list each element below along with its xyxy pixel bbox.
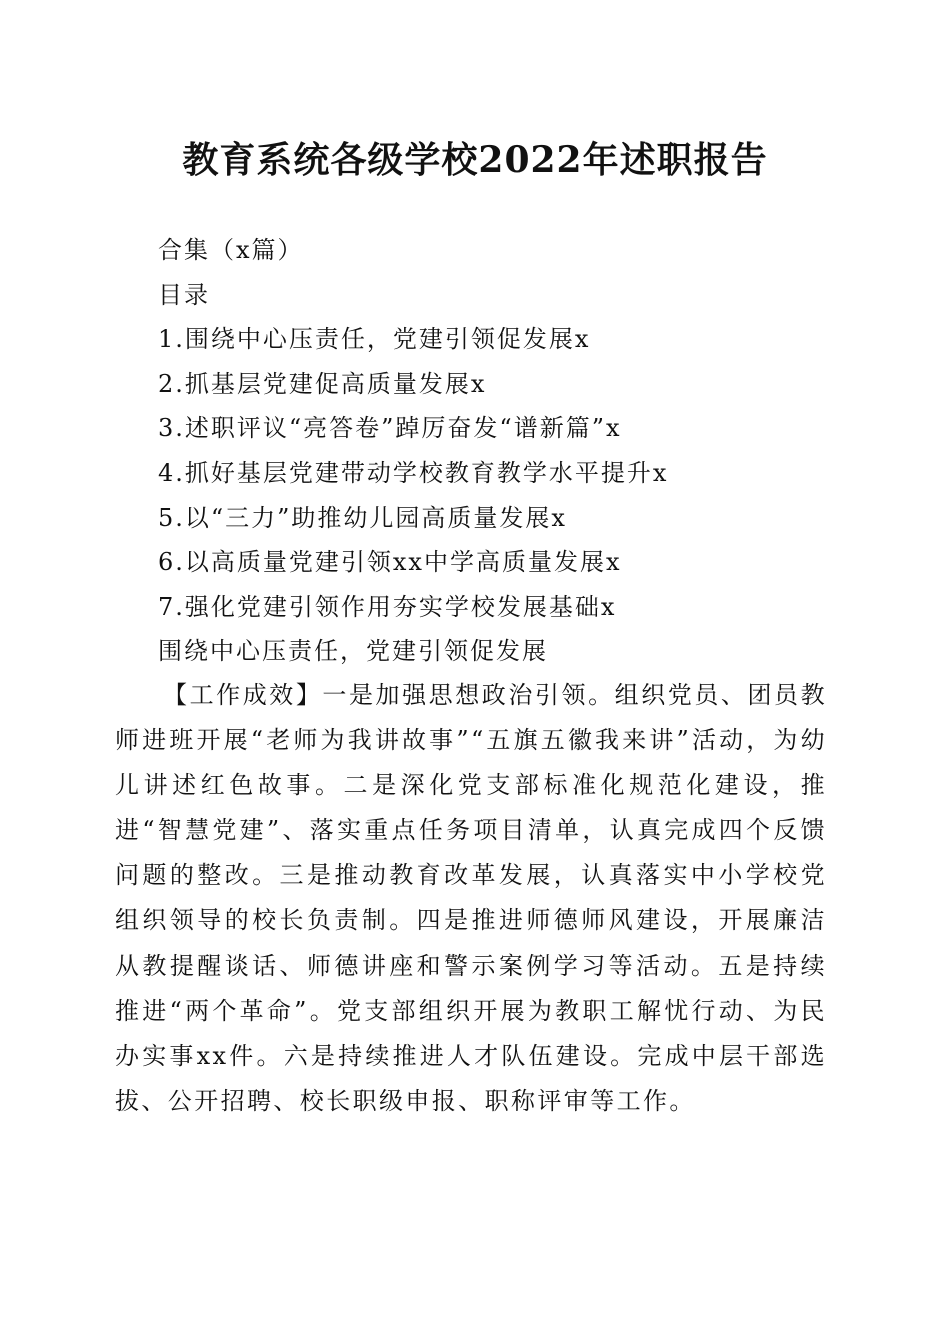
body-paragraph: 【工作成效】一是加强思想政治引领。组织党员、团员教师进班开展“老师为我讲故事”“五旗五徽我来讲”活动，为幼儿讲述红色故事。二是深化党支部标准化规范化建设，推进“智慧党建”、落实重点任务项目清单，认真完成四个反馈问题的整改。三是推动教育改革发展，认真落实中小学校党组织领导的校长负责制。四是推进师德师风建设，开展廉洁从教提醒谈话、师德讲座和警示案例学习等活动。五是持续推进“两个革命”。党支部组织开展为教职工解忧行动、为民办实事xx件。六是持续推进人才队伍建设。完成中层干部选拔、公开招聘、校长职级申报、职称评审等工作。 — [115, 681, 827, 1115]
toc-item: 2.抓基层党建促高质量发展x — [158, 369, 487, 398]
toc-item: 7.强化党建引领作用夯实学校发展基础x — [158, 592, 617, 621]
document-title: 教育系统各级学校2022年述职报告 — [182, 139, 768, 181]
collection-note: 合集（x篇） — [158, 236, 304, 264]
toc-item: 6.以高质量党建引领xx中学高质量发展x — [158, 548, 622, 577]
section-heading: 围绕中心压责任，党建引领促发展 — [158, 637, 548, 666]
intro-lines — [158, 228, 838, 674]
toc-item: 4.抓好基层党建带动学校教育教学水平提升x — [158, 458, 669, 487]
toc-item: 3.述职评议“亮答卷”踔厉奋发“谱新篇”x — [158, 414, 622, 443]
toc-item: 1.围绕中心压责任，党建引领促发展x — [158, 325, 591, 354]
toc-item: 5.以“三力”助推幼儿园高质量发展x — [158, 503, 567, 532]
toc-heading: 目录 — [158, 280, 210, 309]
